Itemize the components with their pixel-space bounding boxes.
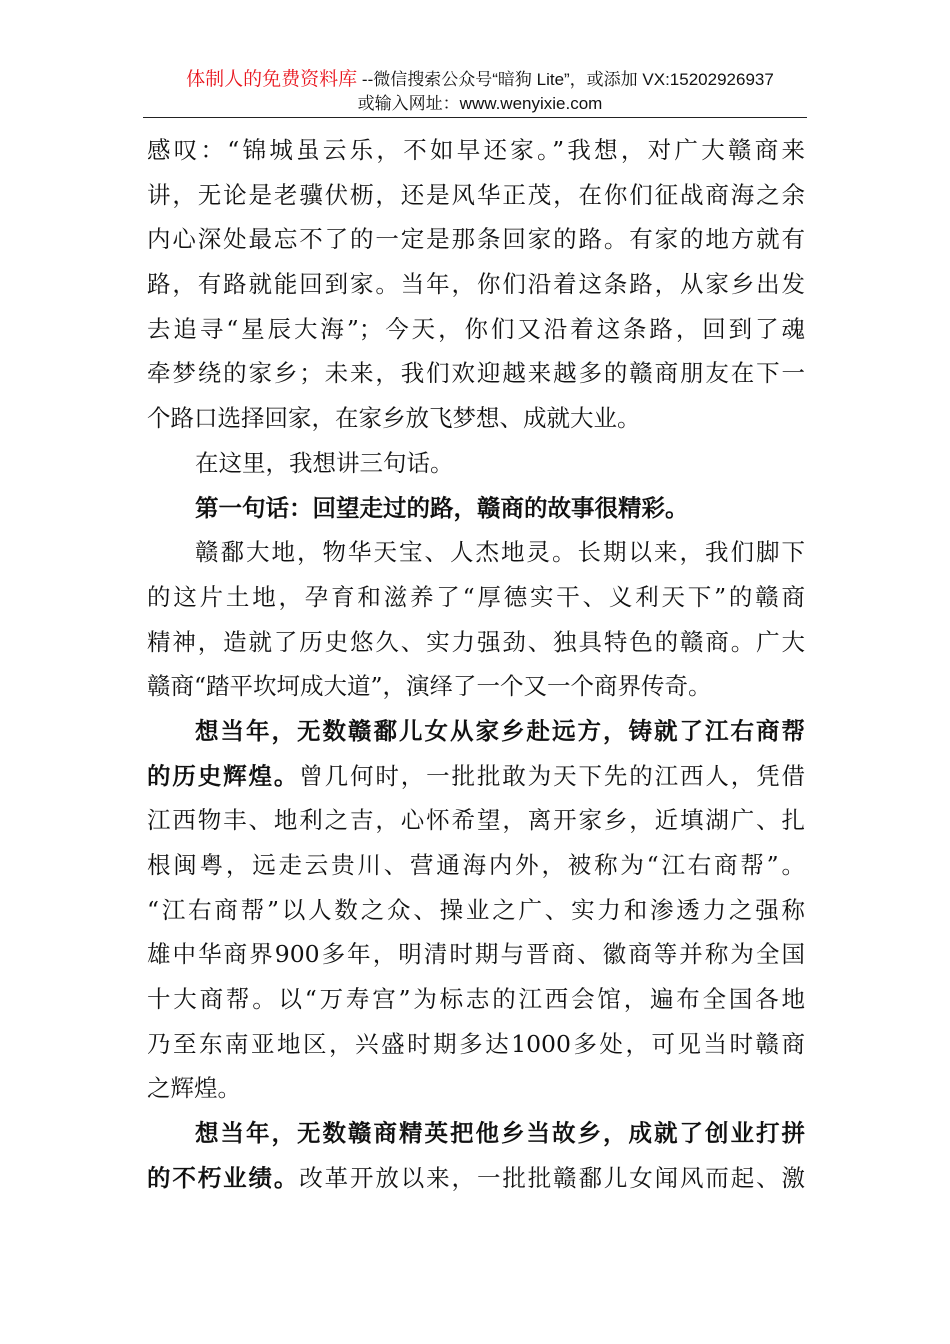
document-body <box>147 128 805 1201</box>
bold-heading-text: 想当年，无数赣鄱儿女从家乡赴远方，铸就了江右商帮 <box>195 716 805 745</box>
body-text: 去追寻“星辰大海”；今天，你们又沿着这条路，回到了魂 <box>147 314 805 343</box>
text-line <box>147 441 805 486</box>
page-header <box>140 68 820 116</box>
text-line <box>147 709 805 754</box>
header-line-1 <box>140 68 820 92</box>
body-text: “江右商帮”以人数之众、操业之广、实力和渗透力之强称 <box>147 895 805 924</box>
body-text: 乃至东南亚地区，兴盛时期多达1000多处，可见当时赣商 <box>147 1029 805 1058</box>
text-line <box>147 932 805 977</box>
text-line <box>147 620 805 665</box>
body-text: 的这片土地，孕育和滋养了“厚德实干、义利天下”的赣商 <box>147 582 805 611</box>
body-text: 个路口选择回家，在家乡放飞梦想、成就大业。 <box>147 404 641 433</box>
text-line <box>147 1022 805 1067</box>
text-line <box>147 486 805 531</box>
text-line <box>147 262 805 307</box>
body-text: 感叹：“锦城虽云乐，不如早还家。”我想，对广大赣商来 <box>147 136 805 164</box>
text-line <box>147 396 805 441</box>
body-text: 路，有路就能回到家。当年，你们沿着这条路，从家乡出发 <box>147 270 805 299</box>
body-text: 之辉煌。 <box>147 1074 241 1103</box>
body-text: 赣商“踏平坎坷成大道”，演绎了一个又一个商界传奇。 <box>147 672 712 701</box>
text-line <box>147 217 805 262</box>
brand-name: 体制人的免费资料库 <box>186 69 358 90</box>
body-text: 十大商帮。以“万寿宫”为标志的江西会馆，遍布全国各地 <box>147 985 805 1014</box>
text-line <box>147 1156 805 1201</box>
text-line <box>147 530 805 575</box>
body-text: 江西物丰、地利之吉，心怀希望，离开家乡，近填湖广、扎 <box>147 806 805 835</box>
header-website: 或输入网址：www.wenyixie.com <box>357 94 603 113</box>
header-divider <box>143 117 807 118</box>
text-line <box>147 307 805 352</box>
body-text: 曾几何时，一批批敢为天下先的江西人，凭借 <box>299 761 805 790</box>
text-line <box>147 173 805 218</box>
bold-heading-text: 的历史辉煌。 <box>147 761 300 790</box>
text-line <box>147 1111 805 1156</box>
body-text: 讲，无论是老骥伏枥，还是风华正茂，在你们征战商海之余 <box>147 180 805 209</box>
body-text: 内心深处最忘不了的一定是那条回家的路。有家的地方就有 <box>147 225 805 254</box>
text-line <box>147 798 805 843</box>
body-text: 在这里，我想讲三句话。 <box>195 448 454 477</box>
body-text: 牵梦绕的家乡；未来，我们欢迎越来越多的赣商朋友在下一 <box>147 359 805 388</box>
text-line <box>147 843 805 888</box>
text-line <box>147 664 805 709</box>
text-line <box>147 351 805 396</box>
text-line <box>147 1066 805 1111</box>
text-line <box>147 754 805 799</box>
bold-heading-text: 想当年，无数赣商精英把他乡当故乡，成就了创业打拼 <box>195 1119 805 1148</box>
text-line <box>147 977 805 1022</box>
bold-heading-text: 的不朽业绩。 <box>147 1163 300 1192</box>
body-text: 精神，造就了历史悠久、实力强劲、独具特色的赣商。广大 <box>147 627 805 656</box>
header-contact: --微信搜索公众号“暗狗 Lite”，或添加 VX:15202926937 <box>357 70 774 89</box>
body-text: 改革开放以来，一批批赣鄱儿女闻风而起、激 <box>299 1163 805 1192</box>
body-text: 赣鄱大地，物华天宝、人杰地灵。长期以来，我们脚下 <box>195 538 805 567</box>
body-text: 根闽粤，远走云贵川、营通海内外，被称为“江右商帮”。 <box>147 851 805 879</box>
text-line <box>147 575 805 620</box>
body-text: 雄中华商界900多年，明清时期与晋商、徽商等并称为全国 <box>147 940 805 969</box>
bold-heading-text: 第一句话：回望走过的路，赣商的故事很精彩。 <box>195 493 689 522</box>
text-line <box>147 888 805 933</box>
text-line <box>147 128 805 173</box>
